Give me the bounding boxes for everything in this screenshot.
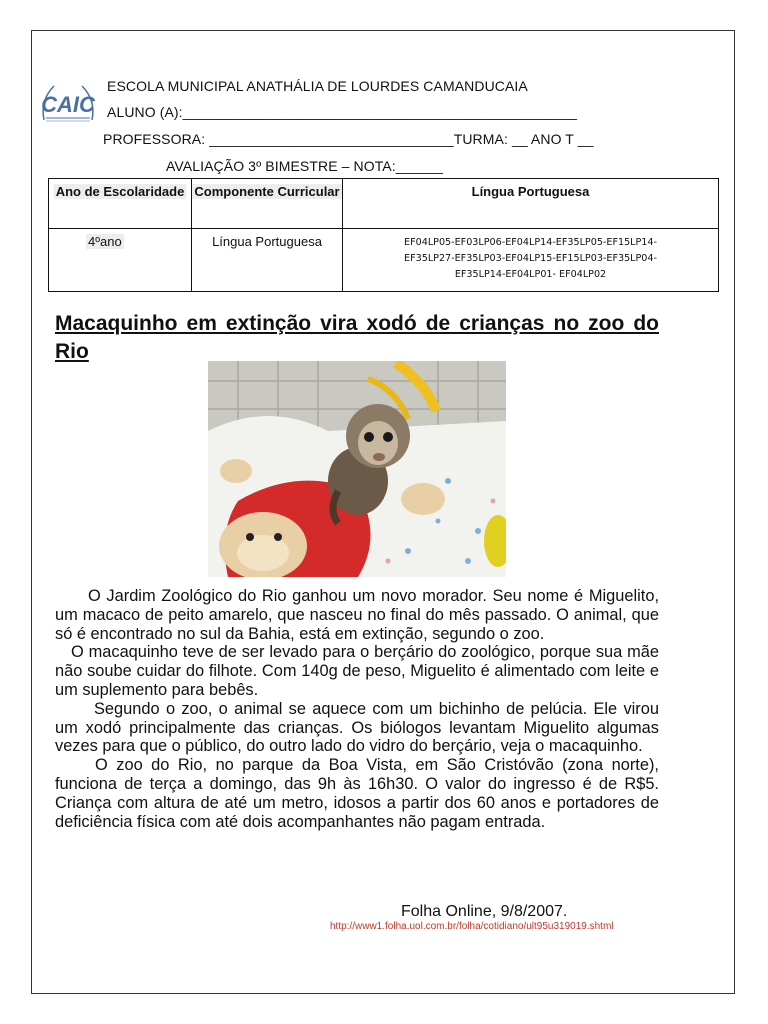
header-ano: Ano de Escolaridade [49,179,192,229]
article-paragraph: Segundo o zoo, o animal se aquece com um bichinho de pelúcia. Ele virou um xodó principalmente das crianças. Os biólogos levantam Miguelito algumas vezes para que o público, do outro lado do vidro do berçário, veja o macaquinho. [55,699,659,756]
table-row [49,229,719,292]
logo-text: CAIC [41,92,95,117]
table-header-row [49,179,719,229]
cell-componente: Língua Portuguesa [192,229,343,292]
cell-ano: 4ºano [49,229,192,292]
cell-codes: EF04LP05-EF03LP06-EF04LP14-EF35LP05-EF15LP14- EF35LP27-EF35LP03-EF04LP15-EF15LP03-EF35LP04- EF35LP14-EF04LP01- EF04LP02 [343,229,719,292]
source-link[interactable]: http://www1.folha.uol.com.br/folha/cotidiano/ult95u319019.shtml [330,921,614,932]
header-lingua: Língua Portuguesa [343,179,719,229]
article-paragraph: O Jardim Zoológico do Rio ganhou um novo morador. Seu nome é Miguelito, um macaco de peito amarelo, que nasceu no final do mês passado. O animal, que só é encontrado no sul da Bahia, está em extinção, segundo o zoo. [55,587,659,643]
monkey-photo [208,361,506,577]
school-logo [36,80,100,126]
avaliacao-nota-line: AVALIAÇÃO 3º BIMESTRE – NOTA:______ [166,158,444,174]
article-source: Folha Online, 9/8/2007. [401,903,568,920]
article-body [55,587,659,831]
aluno-field[interactable]: ALUNO (A):__________________________________________________ [107,104,577,120]
header-componente: Componente Curricular [192,179,343,229]
curriculum-table [48,178,719,292]
article-paragraph: O macaquinho teve de ser levado para o berçário do zoológico, porque sua mãe não soube cuidar do filhote. Com 140g de peso, Miguelito é alimentado com leite e um suplemento para bebês. [55,643,659,699]
professora-turma-field[interactable]: PROFESSORA: _______________________________TURMA: __ ANO T __ [103,131,594,147]
article-title: Macaquinho em extinção vira xodó de crianças no zoo do Rio [55,312,659,363]
article-paragraph: O zoo do Rio, no parque da Boa Vista, em São Cristóvão (zona norte), funciona de terça a domingo, das 9h às 16h30. O valor do ingresso é de R$5. Criança com altura de até um metro, idosos a partir dos 60 anos e portadores de deficiência física com até dois acompanhantes não pagam entrada. [55,756,659,831]
school-name: ESCOLA MUNICIPAL ANATHÁLIA DE LOURDES CAMANDUCAIA [107,78,528,94]
